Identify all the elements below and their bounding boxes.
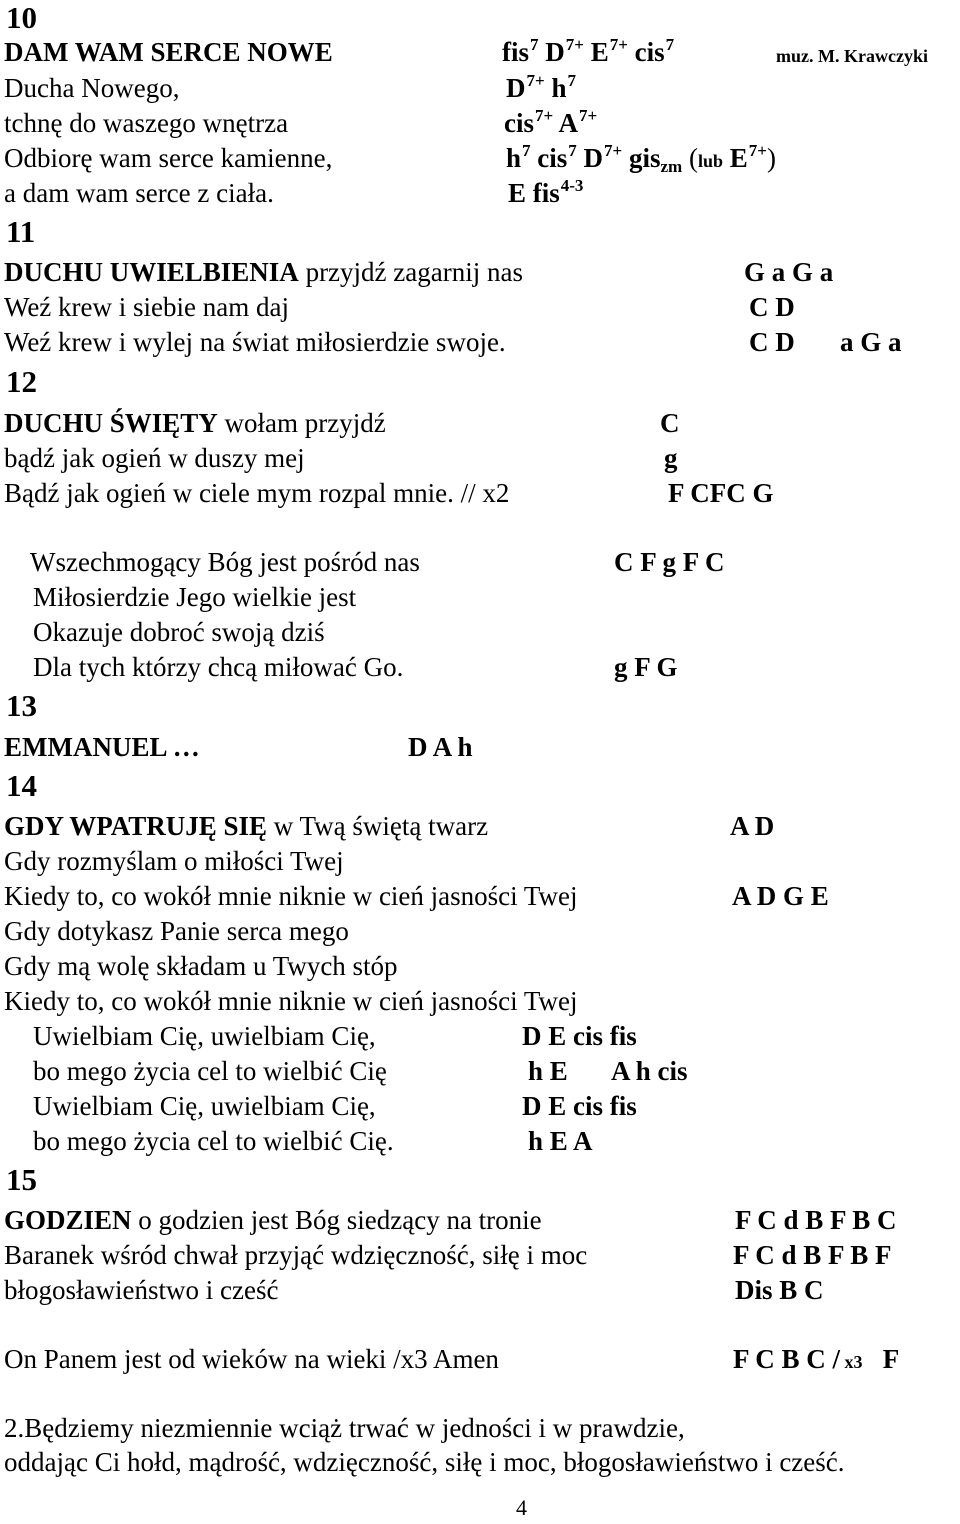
section-14-refrain-line-1: Uwielbiam Cię, uwielbiam Cię, <box>33 1021 376 1051</box>
section-10-line-1: Ducha Nowego, <box>4 73 180 103</box>
section-15-chords-4: F C B C / x3 F <box>733 1344 900 1374</box>
section-15-line-3: błogosławieństwo i cześć <box>4 1275 279 1305</box>
section-14-line-3: Kiedy to, co wokół mnie niknie w cień jasności Twej <box>4 881 578 911</box>
section-11-line-1: DUCHU UWIELBIENIA przyjdź zagarnij nas <box>4 257 523 287</box>
section-10-line-4: a dam wam serce z ciała. <box>4 178 274 208</box>
section-14-refrain-chords-3: D E cis fis <box>522 1091 637 1121</box>
section-15-chords-2: F C d B F B F <box>733 1240 892 1270</box>
refrain-line-2: Miłosierdzie Jego wielkie jest <box>33 582 357 612</box>
section-12-line-2: bądź jak ogień w duszy mej <box>4 443 305 473</box>
section-14-refrain-line-3: Uwielbiam Cię, uwielbiam Cię, <box>33 1091 376 1121</box>
refrain-line-4: Dla tych którzy chcą miłować Go. <box>33 652 404 682</box>
section-14-line-6: Kiedy to, co wokół mnie niknie w cień jasności Twej <box>4 986 578 1016</box>
section-13-number: 13 <box>6 688 37 723</box>
section-11-chords-3a: C D <box>749 327 795 357</box>
section-15-line-1: GODZIEN o godzien jest Bóg siedzący na tronie <box>4 1205 542 1235</box>
section-10-chords-5: E fis$^{4-3}$ <box>508 176 584 208</box>
refrain-chords-1: C F g F C <box>614 547 725 577</box>
refrain-chords-4: g F G <box>614 652 678 682</box>
section-14-line-5: Gdy mą wolę składam u Twych stóp <box>4 951 398 981</box>
section-14-chords-1: A D <box>730 811 775 841</box>
section-10-line-2: tchnę do waszego wnętrza <box>4 108 289 138</box>
section-14-refrain-line-4: bo mego życia cel to wielbić Cię. <box>33 1126 394 1156</box>
section-15-number: 15 <box>6 1162 37 1197</box>
section-12-chords-3: F CFC G <box>668 478 774 508</box>
section-12-chords-2: g <box>664 443 678 473</box>
section-14-number: 14 <box>6 768 37 803</box>
section-14-line-4: Gdy dotykasz Panie serca mego <box>4 916 349 946</box>
section-11-chords-1: G a G a <box>744 257 834 287</box>
refrain-line-1: Wszechmogący Bóg jest pośród nas <box>30 547 420 577</box>
section-10-number: 10 <box>6 0 37 35</box>
section-11-number: 11 <box>6 214 36 249</box>
section-13-title: EMMANUEL … <box>4 732 200 762</box>
section-12-chords-1: C <box>660 408 680 438</box>
section-10-line-3: Odbiorę wam serce kamienne, <box>4 143 333 173</box>
section-11-line-2: Weź krew i siebie nam daj <box>4 292 289 322</box>
section-12-line-1: DUCHU ŚWIĘTY wołam przyjdź <box>4 408 386 438</box>
section-11-line-3: Weź krew i wylej na świat miłosierdzie swoje. <box>4 327 506 357</box>
section-14-line-1: GDY WPATRUJĘ SIĘ w Twą świętą twarz <box>4 811 489 841</box>
section-14-refrain-chords-4: h E A <box>528 1126 593 1156</box>
section-14-refrain-line-2: bo mego życia cel to wielbić Cię <box>33 1056 387 1086</box>
section-15-verse-2-line-1: 2.Będziemy niezmiennie wciąż trwać w jedności i w prawdzie, <box>4 1413 685 1443</box>
section-15-line-2: Baranek wśród chwał przyjąć wdzięczność, siłę i moc <box>4 1240 588 1270</box>
section-10-credit: muz. M. Krawczyki <box>776 46 928 66</box>
section-10-chords-3: cis$^{7+}$ $A^{7+}$ <box>504 106 598 138</box>
section-14-chords-3: A D G E <box>732 881 829 911</box>
page-number: 4 <box>516 1495 527 1520</box>
section-10-title: DAM WAM SERCE NOWE <box>4 37 333 67</box>
section-10-chords-1: fis$^7$ $D^{7+}$ $E^{7+}$ cis$^7$ <box>502 35 675 67</box>
section-11-chords-3b: a G a <box>840 327 902 357</box>
section-14-refrain-chords-2b: A h cis <box>611 1056 688 1086</box>
section-14-refrain-chords-2a: h E <box>528 1056 568 1086</box>
section-13-chords: D A h <box>408 732 473 762</box>
section-12-number: 12 <box>6 364 37 399</box>
section-12-line-3: Bądź jak ogień w ciele mym rozpal mnie. // x2 <box>4 478 510 508</box>
section-15-line-4: On Panem jest od wieków na wieki /x3 Amen <box>4 1344 499 1374</box>
section-14-line-2: Gdy rozmyślam o miłości Twej <box>4 846 344 876</box>
section-15-chords-1: F C d B F B C <box>735 1205 897 1235</box>
section-14-refrain-chords-1: D E cis fis <box>522 1021 637 1051</box>
section-15-verse-2-line-2: oddając Ci hołd, mądrość, wdzięczność, siłę i moc, błogosławieństwo i cześć. <box>4 1447 845 1477</box>
section-10-chords-4: $h^7$ cis$^7$ $D^{7+}$ gis$_{zm}$ (lub $E^{7+}$) <box>506 141 776 176</box>
section-10-chords-2: $D^{7+}$ $h^7$ <box>506 71 576 103</box>
section-11-chords-2: C D <box>749 292 795 322</box>
refrain-line-3: Okazuje dobroć swoją dziś <box>33 617 325 647</box>
section-15-chords-3: Dis B C <box>735 1275 824 1305</box>
